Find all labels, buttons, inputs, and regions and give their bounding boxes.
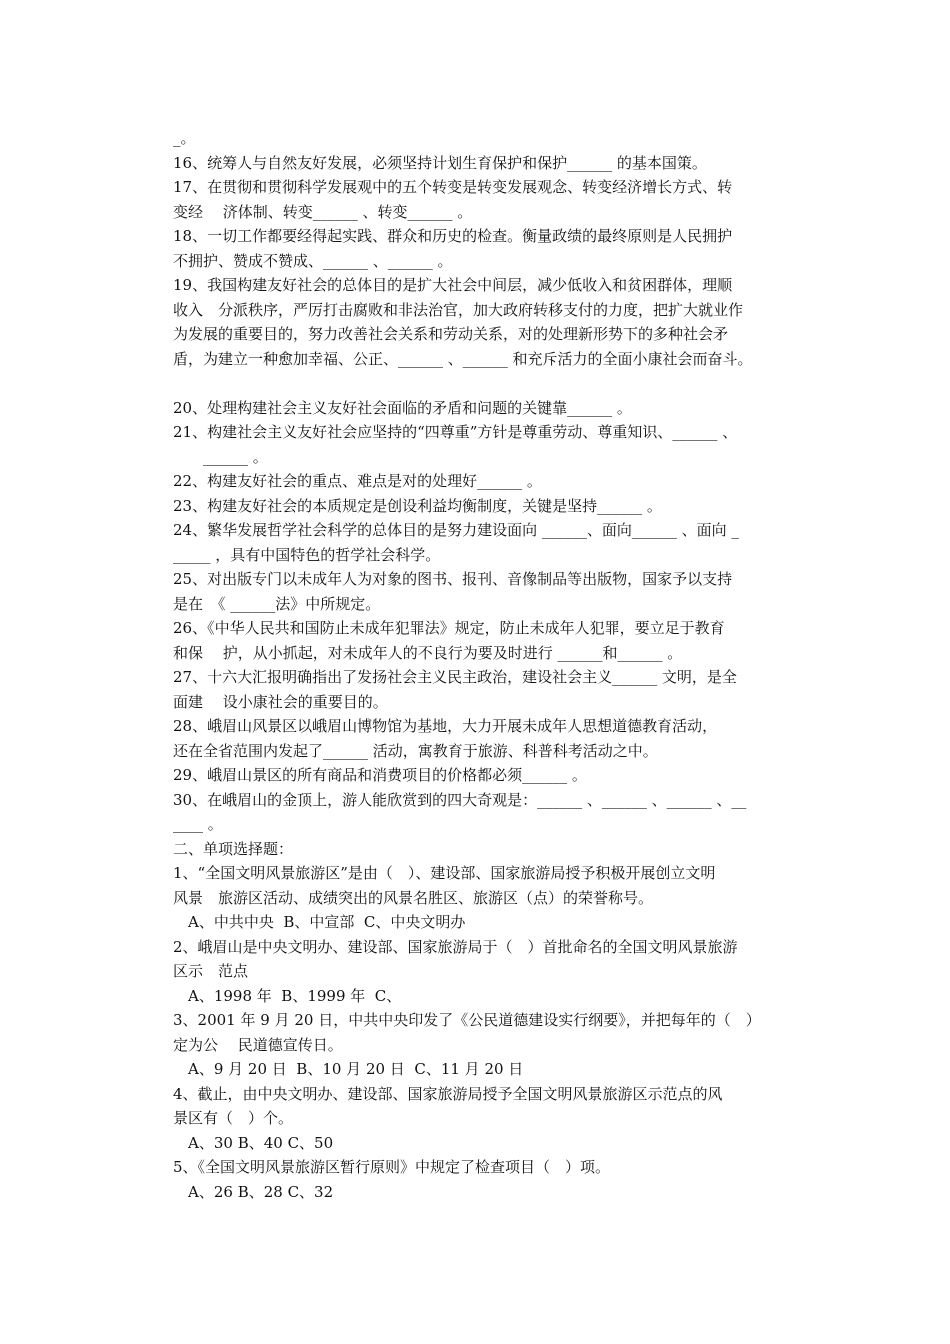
question-21-cont: ______ 。 (173, 447, 268, 466)
choice-question-4-cont: 景区有（ ）个。 (173, 1109, 294, 1127)
question-23: 23、构建友好社会的本质规定是创设利益均衡制度，关键是坚持______ 。 (173, 496, 662, 515)
question-22: 22、构建友好社会的重点、难点是对的处理好______ 。 (173, 472, 542, 490)
choice-options-4: A、30 B、40 C、50 (173, 1133, 334, 1152)
choice-options-2: A、1998 年 B、1999 年 C、 (173, 986, 402, 1005)
question-24-cont: _____ ，具有中国特色的哲学社会科学。 (173, 545, 441, 564)
question-18-cont: 不拥护、赞成不赞成、______ 、______ 。 (173, 251, 453, 270)
question-19-cont: 收入 分派秩序，严厉打击腐败和非法治官，加大政府转移支付的力度，把扩大就业作 (173, 300, 744, 319)
question-26-cont: 和保 护，从小抓起，对未成年人的不良行为要及时进行 ______和______ 。 (173, 643, 683, 662)
section-heading: 二、单项选择题： (173, 839, 294, 858)
question-18: 18、一切工作都要经得起实践、群众和历史的检查。衡量政绩的最终原则是人民拥护 (173, 227, 733, 245)
question-21: 21、构建社会主义友好社会应坚持的“四尊重”方针是尊重劳动、尊重知识、______ 、 (173, 423, 738, 441)
question-16: 16、统筹人与自然友好发展，必须坚持计划生育保护和保护______ 的基本国策。 (173, 153, 707, 172)
choice-options-5: A、26 B、28 C、32 (173, 1182, 334, 1201)
question-30-cont: ____ 。 (173, 815, 223, 833)
question-27: 27、十六大汇报明确指出了发扬社会主义民主政治，建设社会主义______ 文明，是全 (173, 668, 737, 686)
choice-options-1: A、中共中央 B、中宣部 C、中央文明办 (173, 913, 466, 931)
question-30: 30、在峨眉山的金顶上，游人能欣赏到的四大奇观是：______ 、______ 、______ 、__ (173, 790, 747, 809)
choice-question-2-cont: 区示 范点 (173, 962, 249, 980)
question-19-cont: 为发展的重要目的，努力改善社会关系和劳动关系，对的处理新形势下的多种社会矛 (173, 325, 729, 343)
choice-question-1: 1、“全国文明风景旅游区”是由（ ）、建设部、国家旅游局授予积极开展创立文明 (173, 864, 716, 882)
choice-question-3: 3、2001 年 9 月 20 日，中共中央印发了《公民道德建设实行纲要》，并把每年的（ ） (173, 1011, 761, 1029)
question-24: 24、繁华发展哲学社会科学的总体目的是努力建设面向 ______、面向______ 、面向 _ (173, 521, 739, 539)
question-28-cont: 还在全省范围内发起了______ 活动，寓教育于旅游、科普科考活动之中。 (173, 741, 658, 760)
text-line: _。 (173, 129, 196, 147)
choice-question-1-cont: 风景 旅游区活动、成绩突出的风景名胜区、旅游区（点）的荣誉称号。 (173, 888, 654, 907)
question-17-cont: 变经 济体制、转变______ 、转变______ 。 (173, 202, 473, 221)
question-29: 29、峨眉山景区的所有商品和消费项目的价格都必须______ 。 (173, 766, 587, 784)
question-25: 25、对出版专门以未成年人为对象的图书、报刊、音像制品等出版物，国家予以支持 (173, 570, 733, 588)
choice-question-2: 2、峨眉山是中央文明办、建设部、国家旅游局于（ ）首批命名的全国文明风景旅游 (173, 937, 738, 956)
choice-options-3: A、9 月 20 日 B、10 月 20 日 C、11 月 20 日 (173, 1060, 524, 1078)
choice-question-4: 4、截止，由中央文明办、建设部、国家旅游局授予全国文明风景旅游区示范点的风 (173, 1084, 723, 1103)
choice-question-5: 5、《全国文明风景旅游区暂行原则》中规定了检查项目（ ）项。 (173, 1158, 611, 1176)
question-list (173, 126, 818, 1204)
question-17: 17、在贯彻和贯彻科学发展观中的五个转变是转变发展观念、转变经济增长方式、转 (173, 178, 733, 196)
question-19-cont: 盾，为建立一种愈加幸福、公正、______ 、______ 和充斥活力的全面小康社会而奋斗。 (173, 349, 753, 368)
blank-line (173, 371, 818, 396)
question-28: 28、峨眉山风景区以峨眉山博物馆为基地，大力开展未成年人思想道德教育活动， (173, 717, 718, 735)
question-25-cont: 是在 《 ______法》中所规定。 (173, 594, 381, 613)
question-26: 26、《中华人民共和国防止未成年犯罪法》规定，防止未成年人犯罪，要立足于教育 (173, 619, 725, 637)
question-19: 19、我国构建友好社会的总体目的是扩大社会中间层，减少低收入和贫困群体，理顺 (173, 276, 733, 294)
question-27-cont: 面建 设小康社会的重要目的。 (173, 692, 388, 711)
question-20: 20、处理构建社会主义友好社会面临的矛盾和问题的关键靠______ 。 (173, 398, 632, 417)
choice-question-3-cont: 定为公 民道德宣传日。 (173, 1035, 343, 1054)
